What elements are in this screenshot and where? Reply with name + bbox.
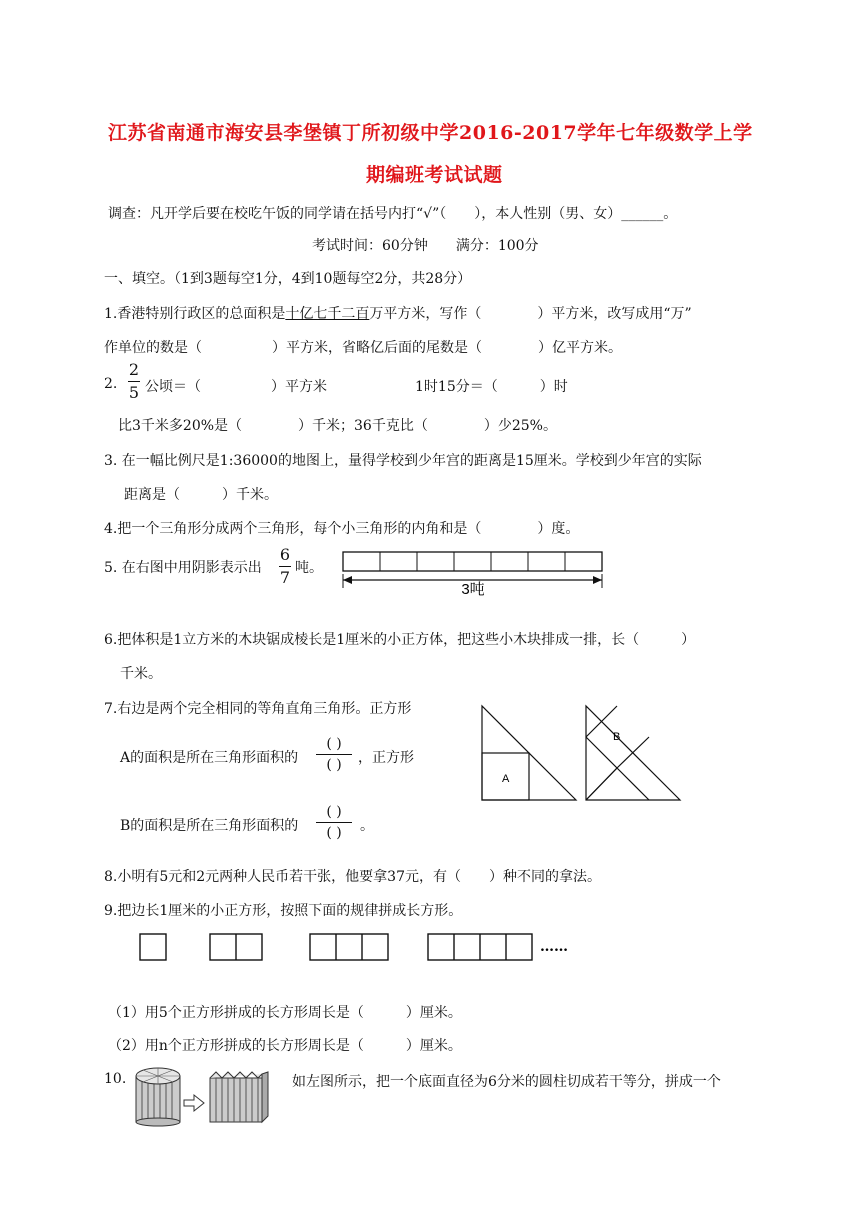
question-9-part2: （2）用n个正方形拼成的长方形周长是（ ）厘米。 [108, 1038, 462, 1054]
question-3-line1: 3. 在一幅比例尺是1:36000的地图上，量得学校到少年宫的距离是15厘米。学校到少年宫的实际 [104, 453, 702, 469]
q7-part-d: B的面积是所在三角形面积的 [120, 818, 299, 834]
question-1-line2: 作单位的数是（ ）平方米，省略亿后面的尾数是（ ）亿平方米。 [104, 340, 622, 356]
section-heading: 一、填空。（1到3题每空1分，4到10题每空2分，共28分） [104, 271, 472, 287]
fraction-bar [316, 754, 352, 755]
paper-title-line1: 江苏省南通市海安县李堡镇丁所初级中学2016-2017学年七年级数学上学 [108, 122, 753, 144]
label-a: A [502, 773, 510, 785]
q7-fraction-2 [316, 804, 352, 841]
q9-squares-pattern [138, 930, 588, 966]
q5-frac-num: 6 [279, 545, 291, 564]
exam-info: 考试时间：60分钟 满分：100分 [312, 238, 539, 254]
question-4: 4.把一个三角形分成两个三角形，每个小三角形的内角和是（ ）度。 [104, 521, 580, 537]
question-1-line1 [104, 303, 692, 323]
q7-fraction-1 [316, 736, 352, 773]
question-3-line2: 距离是（ ）千米。 [124, 487, 278, 503]
question-9: 9.把边长1厘米的小正方形，按照下面的规律拼成长方形。 [104, 903, 463, 919]
q10-cylinder-diagram [132, 1064, 282, 1126]
cylinder-icon [136, 1068, 180, 1126]
pattern-3-squares [310, 934, 388, 960]
label-b: B [613, 731, 621, 743]
question-9-part1: （1）用5个正方形拼成的长方形周长是（ ）厘米。 [108, 1005, 462, 1021]
q5-bar-diagram [340, 550, 610, 600]
q5-fraction [279, 546, 291, 587]
q5-part-b: 吨。 [295, 560, 323, 576]
q7-part-e: 。 [360, 818, 374, 834]
paper-title-line2: 期编班考试试题 [366, 164, 503, 186]
pattern-1-square [140, 934, 166, 960]
q5-frac-den: 7 [279, 568, 291, 587]
fraction-bar [128, 381, 140, 382]
q7-triangles-diagram [478, 704, 708, 804]
square-b-edges [586, 706, 649, 800]
q1-part-a: 1.香港特别行政区的总面积是 [104, 306, 286, 322]
cut-cylinder-icon [210, 1072, 268, 1122]
q7-frac2-den: ( ) [326, 825, 342, 841]
q2-fraction [128, 361, 140, 402]
q2-frac-num: 2 [128, 360, 140, 379]
continuation-dots: …… [540, 939, 568, 955]
q1-underlined-number: 十亿七千二百 [285, 306, 370, 322]
q5-part-a: 5. 在右图中用阴影表示出 [104, 560, 262, 576]
survey-text: 调查：凡开学后要在校吃午饭的同学请在括号内打“√”（ ），本人性别（男、女）______。 [108, 206, 678, 222]
q10-text: 如左图所示，把一个底面直径为6分米的圆柱切成若干等分，拼成一个 [292, 1074, 721, 1090]
fraction-bar [316, 822, 352, 823]
bar-outline [343, 552, 602, 571]
arrow-left-head [343, 576, 352, 584]
q10-label: 10. [104, 1071, 127, 1087]
q7-part-c: ，正方形 [358, 750, 414, 766]
q2-frac-den: 5 [128, 383, 140, 402]
q2-label: 2. [104, 376, 118, 392]
q7-frac1-num: ( ) [326, 736, 342, 752]
arrow-right-head [593, 576, 602, 584]
question-6-line1: 6.把体积是1立方米的木块锯成棱长是1厘米的小正方体，把这些小木块排成一排，长（ ） [104, 632, 696, 648]
q2-part-b: 1时15分＝（ ）时 [415, 379, 568, 395]
q1-part-c: 万平方米，写作（ ）平方米，改写成用“万” [369, 306, 692, 322]
q2-part-c: 比3千米多20%是（ ）千米；36千克比（ ）少25%。 [118, 418, 557, 434]
fraction-bar [279, 566, 291, 567]
square-b-left [586, 737, 617, 800]
question-7-line1: 7.右边是两个完全相同的等角直角三角形。正方形 [104, 701, 412, 717]
q7-frac1-den: ( ) [326, 757, 342, 773]
question-6-line2: 千米。 [120, 666, 162, 682]
arrow-right-icon [184, 1095, 204, 1111]
q7-frac2-num: ( ) [326, 804, 342, 820]
question-8: 8.小明有5元和2元两种人民币若干张，他要拿37元，有（ ）种不同的拿法。 [104, 869, 601, 885]
q7-part-b: A的面积是所在三角形面积的 [120, 750, 299, 766]
bar-length-label: 3吨 [461, 581, 485, 598]
q2-part-a: 公顷＝（ ）平方米 [145, 379, 327, 395]
